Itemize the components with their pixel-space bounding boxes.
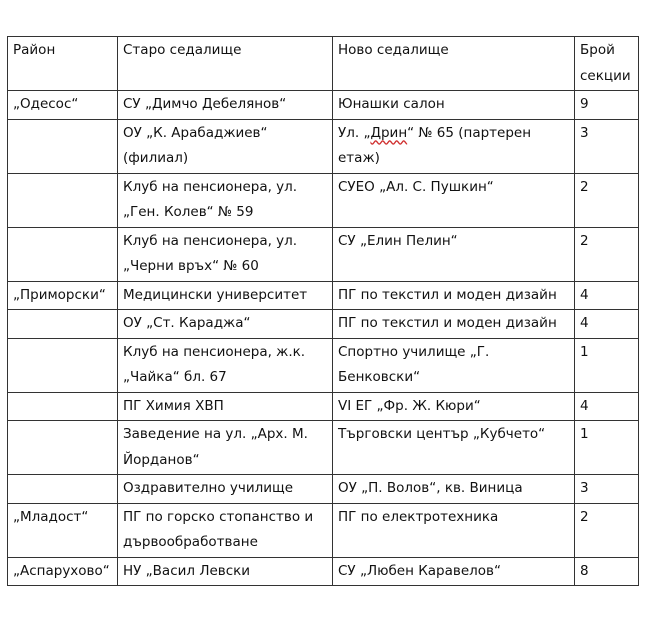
document-page bbox=[7, 36, 639, 586]
cell-old-location: Клуб на пенсионера, ул. „Черни връх“ № 60 bbox=[118, 227, 333, 281]
cell-district bbox=[8, 119, 118, 173]
cell-old-location: Заведение на ул. „Арх. М. Йорданов“ bbox=[118, 421, 333, 475]
cell-new-location: СУЕО „Ал. С. Пушкин“ bbox=[333, 173, 575, 227]
cell-new-location: Спортно училище „Г. Бенковски“ bbox=[333, 338, 575, 392]
cell-new-location: ПГ по електротехника bbox=[333, 503, 575, 557]
cell-district bbox=[8, 173, 118, 227]
header-cell-district: Район bbox=[8, 37, 118, 91]
cell-district bbox=[8, 338, 118, 392]
cell-district: „Младост“ bbox=[8, 503, 118, 557]
cell-new-location: СУ „Любен Каравелов“ bbox=[333, 557, 575, 586]
cell-district bbox=[8, 227, 118, 281]
header-cell-old-location: Старо седалище bbox=[118, 37, 333, 91]
cell-old-location: НУ „Васил Левски bbox=[118, 557, 333, 586]
cell-old-location: ОУ „К. Арабаджиев“ (филиал) bbox=[118, 119, 333, 173]
cell-district bbox=[8, 392, 118, 421]
cell-old-location: ПГ Химия ХВП bbox=[118, 392, 333, 421]
cell-section-count: 8 bbox=[575, 557, 639, 586]
table-row bbox=[8, 557, 639, 586]
table-row bbox=[8, 392, 639, 421]
cell-section-count: 3 bbox=[575, 475, 639, 504]
cell-district bbox=[8, 421, 118, 475]
cell-district bbox=[8, 310, 118, 339]
cell-district: „Приморски“ bbox=[8, 281, 118, 310]
spellcheck-underline: Дрин bbox=[370, 124, 408, 141]
cell-new-location: ПГ по текстил и моден дизайн bbox=[333, 310, 575, 339]
cell-old-location: ПГ по горско стопанство и дървообработване bbox=[118, 503, 333, 557]
header-cell-new-location: Ново седалище bbox=[333, 37, 575, 91]
cell-new-location: СУ „Елин Пелин“ bbox=[333, 227, 575, 281]
cell-old-location: СУ „Димчо Дебелянов“ bbox=[118, 91, 333, 120]
cell-section-count: 4 bbox=[575, 310, 639, 339]
cell-district: „Аспарухово“ bbox=[8, 557, 118, 586]
polling-sections-table bbox=[7, 36, 639, 586]
cell-new-location: ПГ по текстил и моден дизайн bbox=[333, 281, 575, 310]
cell-section-count: 4 bbox=[575, 392, 639, 421]
cell-old-location: Медицински университет bbox=[118, 281, 333, 310]
table-header-row bbox=[8, 37, 639, 91]
cell-new-location: VI ЕГ „Фр. Ж. Кюри“ bbox=[333, 392, 575, 421]
cell-old-location: Оздравително училище bbox=[118, 475, 333, 504]
cell-section-count: 1 bbox=[575, 338, 639, 392]
table-row bbox=[8, 310, 639, 339]
cell-district bbox=[8, 475, 118, 504]
cell-section-count: 2 bbox=[575, 227, 639, 281]
cell-old-location: ОУ „Ст. Караджа“ bbox=[118, 310, 333, 339]
cell-section-count: 2 bbox=[575, 173, 639, 227]
cell-new-location: Юнашки салон bbox=[333, 91, 575, 120]
table-row bbox=[8, 173, 639, 227]
cell-section-count: 1 bbox=[575, 421, 639, 475]
cell-new-location: Търговски център „Кубчето“ bbox=[333, 421, 575, 475]
cell-section-count: 4 bbox=[575, 281, 639, 310]
table-row bbox=[8, 281, 639, 310]
table-row bbox=[8, 475, 639, 504]
table-row bbox=[8, 503, 639, 557]
cell-old-location: Клуб на пенсионера, ул. „Ген. Колев“ № 59 bbox=[118, 173, 333, 227]
cell-section-count: 3 bbox=[575, 119, 639, 173]
cell-district: „Одесос“ bbox=[8, 91, 118, 120]
cell-new-location: ОУ „П. Волов“, кв. Виница bbox=[333, 475, 575, 504]
table-row bbox=[8, 227, 639, 281]
table-row bbox=[8, 421, 639, 475]
header-cell-section-count: Брой секции bbox=[575, 37, 639, 91]
cell-new-location: Ул. „Дрин“ № 65 (партерен етаж) bbox=[333, 119, 575, 173]
table-row bbox=[8, 338, 639, 392]
cell-section-count: 9 bbox=[575, 91, 639, 120]
table-row bbox=[8, 119, 639, 173]
cell-old-location: Клуб на пенсионера, ж.к. „Чайка“ бл. 67 bbox=[118, 338, 333, 392]
cell-section-count: 2 bbox=[575, 503, 639, 557]
table-row bbox=[8, 91, 639, 120]
